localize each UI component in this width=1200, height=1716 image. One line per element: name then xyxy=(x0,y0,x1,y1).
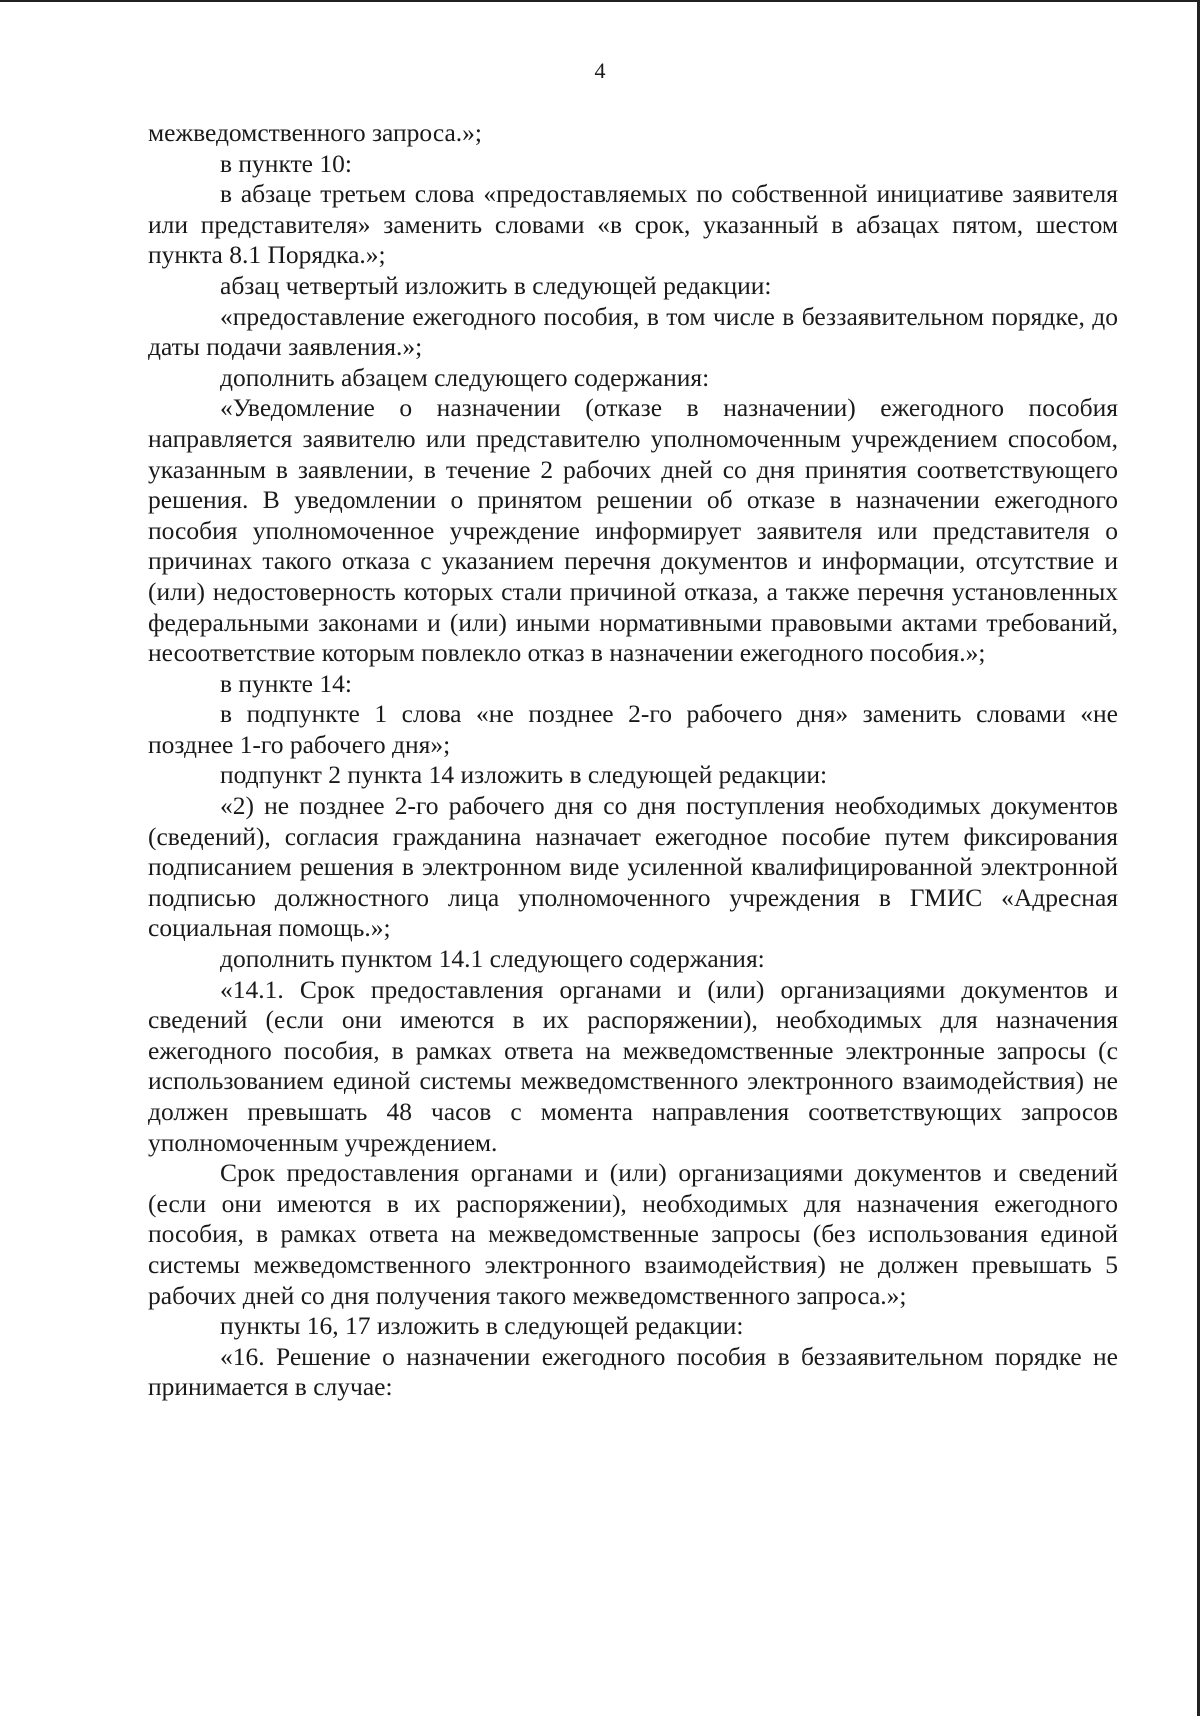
paragraph: Срок предоставления органами и (или) организациями документов и сведений (если они имеются в их распоряжении), необходимых для назначения ежегодного пособия, в рамках ответа на межведомственные запросы (без использования единой системы межведомственного электронного взаимодействия) не должен превышать 5 рабочих дней со дня получения такого межведомственного запроса.»; xyxy=(148,1158,1118,1310)
paragraph: «Уведомление о назначении (отказе в назначении) ежегодного пособия направляется заявителю или представителю уполномоченным учреждением способом, указанным в заявлении, в течение 2 рабочих дней со дня принятия соответствующего решения. В уведомлении о принятом решении об отказе в назначении ежегодного пособия уполномоченное учреждение информирует заявителя или представителя о причинах такого отказа с указанием перечня документов и информации, отсутствие и (или) недостоверность которых стали причиной отказа, а также перечня установленных федеральными законами и (или) иными нормативными правовыми актами требований, несоответствие которым повлекло отказ в назначении ежегодного пособия.»; xyxy=(148,393,1118,668)
paragraph: «предоставление ежегодного пособия, в том числе в беззаявительном порядке, до даты подачи заявления.»; xyxy=(148,301,1118,362)
paragraph: в пункте 10: xyxy=(220,148,352,178)
paragraph: в абзаце третьем слова «предоставляемых по собственной инициативе заявителя или представителя» заменить словами «в срок, указанный в абзацах пятом, шестом пункта 8.1 Порядка.»; xyxy=(148,179,1118,270)
paragraph: пункты 16, 17 изложить в следующей редакции: xyxy=(220,1311,744,1341)
page-number: 4 xyxy=(594,58,606,83)
paragraph: в подпункте 1 слова «не позднее 2-го рабочего дня» заменить словами «не позднее 1-го рабочего дня»; xyxy=(148,699,1118,759)
document-body xyxy=(148,118,1118,1403)
paragraph: межведомственного запроса.»; xyxy=(148,118,482,147)
paragraph: «2) не позднее 2-го рабочего дня со дня поступления необходимых документов (сведений), согласия гражданина назначает ежегодное пособие путем фиксирования подписанием решения в электронном виде усиленной квалифицированной электронной подписью должностного лица уполномоченного учреждения в ГМИС «Адресная социальная помощь.»; xyxy=(148,791,1118,943)
paragraph: дополнить пунктом 14.1 следующего содержания: xyxy=(220,944,765,974)
paragraph: «14.1. Срок предоставления органами и (или) организациями документов и сведений (если они имеются в их распоряжении), необходимых для назначения ежегодного пособия, в рамках ответа на межведомственные электронные запросы (с использованием единой системы межведомственного электронного взаимодействия) не должен превышать 48 часов с момента направления соответствующих запросов уполномоченным учреждением. xyxy=(148,974,1118,1157)
paragraph: дополнить абзацем следующего содержания: xyxy=(220,362,710,392)
scan-edge-top xyxy=(0,0,1200,2)
paragraph: в пункте 14: xyxy=(220,668,352,698)
paragraph: подпункт 2 пункта 14 изложить в следующей редакции: xyxy=(220,760,828,790)
paragraph: «16. Решение о назначении ежегодного пособия в беззаявительном порядке не принимается в случае: xyxy=(148,1341,1118,1402)
paragraph: абзац четвертый изложить в следующей редакции: xyxy=(220,270,772,300)
